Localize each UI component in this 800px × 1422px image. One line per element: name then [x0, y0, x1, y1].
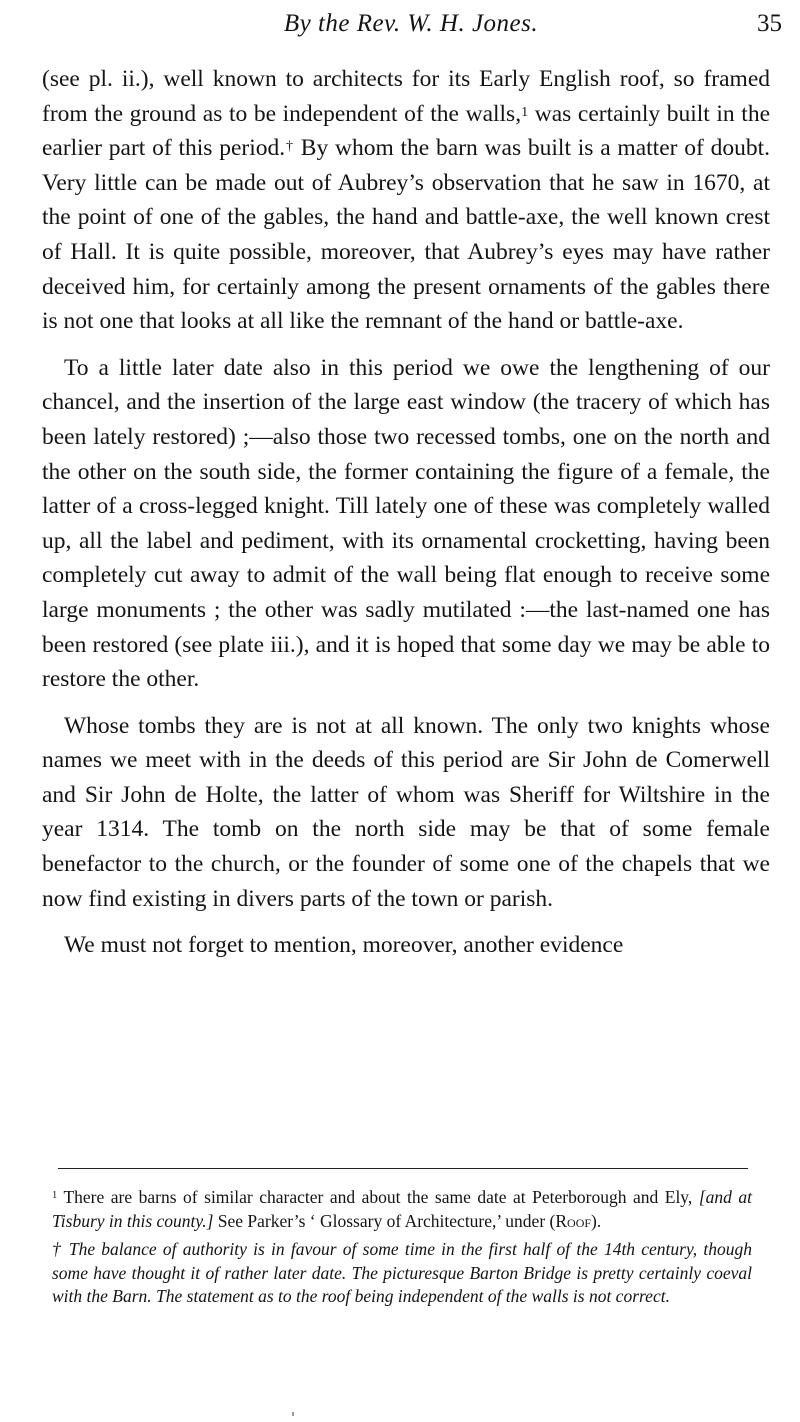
footnote-ref-1: 1	[521, 103, 529, 120]
footnote-2-mark: †	[52, 1239, 63, 1259]
page-number: 35	[757, 10, 782, 37]
footnote-1-mark: 1	[52, 1190, 58, 1201]
footnote-ref-dagger: †	[285, 138, 294, 155]
footnote-1-text-a: There are barns of similar character and about the same date at Peterborough and Ely,	[57, 1187, 699, 1207]
footnotes	[52, 1186, 752, 1314]
footnote-1-text-b: See Parker’s ‘ Glossary of Architecture,’ under (	[213, 1210, 556, 1231]
footnote-1	[52, 1186, 752, 1233]
footnote-rule	[58, 1168, 748, 1170]
paragraph-4: We must not forget to mention, moreover, another evidence	[64, 932, 624, 959]
paragraph-2: To a little later date also in this period we owe the lengthening of our chancel, and the insertion of the large east window (the tracery of which has been lately restored) ;—also those two recessed tombs, one on the north and the other on the south side, the former containing the figure of a female, the latter of a cross-legged knight. Till lately one of these was completely walled up, all the label and pediment, with its ornamental crocketting, having been completely cut away to admit of the wall being flat enough to receive some large monuments ; the other was sadly mutilated :—the last-named one has been restored (see plate iii.), and it is hoped that some day we may be able to restore the other.	[42, 354, 770, 693]
paragraph-1-text-a: (see pl. ii.), well known to architects for its Early English roof, so framed from the ground as to be independent of the walls,	[42, 66, 770, 127]
body-text	[42, 62, 770, 975]
print-speck	[292, 1412, 294, 1416]
paragraph-1-text-c: By whom the barn was built is a matter of doubt. Very little can be made out of Aubrey’s observation that he saw in 1670, at the point of one of the gables, the hand and battle-axe, the well known crest of Hall. It is quite possible, moreover, that Aubrey’s eyes may have rather deceived him, for certainly among the present ornaments of the gables there is not one that looks at all like the remnant of the hand or battle-axe.	[42, 135, 771, 335]
footnote-2-text: The balance of authority is in favour of some time in the first half of the 14th century, though some have thought it of rather later date. The picturesque Barton Bridge is pretty certainly coeval with the Barn. The statement as to the roof being independent of the walls is not correct.	[52, 1239, 752, 1306]
paragraph-3: Whose tombs they are is not at all known. The only two knights whose names we meet with in the deeds of this period are Sir John de Comerwell and Sir John de Holte, the latter of whom was Sheriff for Wiltshire in the year 1314. The tomb on the north side may be that of some female benefactor to the church, or the founder of some one of the chapels that we now find existing in divers parts of the town or parish.	[42, 712, 770, 912]
running-head	[40, 6, 782, 42]
footnote-2	[52, 1238, 752, 1309]
footnote-1-text-c: ).	[591, 1210, 602, 1231]
footnote-1-roof: Roof	[555, 1210, 592, 1231]
footnote-1-italic: [and at Tisbury in this county.]	[52, 1187, 752, 1231]
paragraph-1-text-b: was certainly built in the earlier part of this period.	[42, 100, 771, 162]
footnote-rule-line	[58, 1168, 748, 1169]
running-head-title: By the Rev. W. H. Jones.	[283, 10, 539, 37]
paragraph-1	[42, 62, 770, 339]
